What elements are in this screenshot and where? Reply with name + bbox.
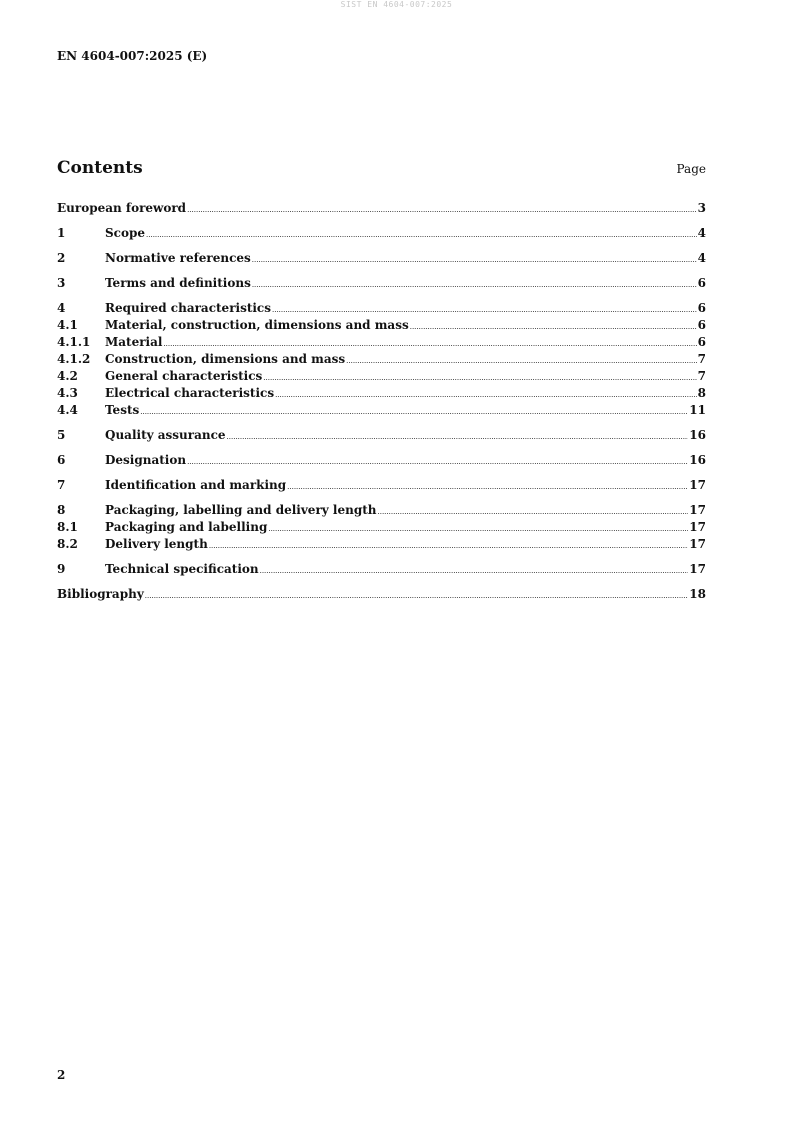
- toc-leader-dots: [187, 202, 697, 219]
- toc-entry[interactable]: [57, 385, 706, 402]
- toc-leader-dots: [187, 454, 688, 471]
- toc-entry-page: 7: [697, 369, 706, 383]
- toc-entry-title: Electrical characteristics: [105, 386, 275, 400]
- toc-leader-dots: [227, 429, 689, 446]
- toc-entry-page: 17: [689, 520, 706, 534]
- toc-leader-dots: [209, 538, 688, 555]
- watermark: SIST EN 4604-007:2025: [340, 0, 453, 9]
- toc-leader-dots: [287, 479, 688, 496]
- contents-heading: Contents: [57, 158, 143, 178]
- toc-entry-page: 6: [697, 276, 706, 290]
- page-number: 2: [57, 1068, 66, 1082]
- toc-entry-title: European foreword: [57, 201, 187, 215]
- toc-entry-number: 4.1.2: [57, 352, 91, 366]
- toc-entry-title: General characteristics: [105, 369, 263, 383]
- toc-entry-page: 18: [689, 587, 706, 601]
- toc-entry-page: 3: [697, 201, 706, 215]
- toc-entry-title: Bibliography: [57, 587, 144, 601]
- toc-entry[interactable]: [57, 561, 706, 578]
- toc-entry-title: Delivery length: [105, 537, 208, 551]
- toc-entry-number: 4.1: [57, 318, 78, 332]
- toc-entry-page: 6: [697, 335, 706, 349]
- toc-entry-page: 6: [697, 301, 706, 315]
- toc-entry-title: Packaging, labelling and delivery length: [105, 503, 377, 517]
- toc-entry-number: 3: [57, 276, 66, 290]
- toc-leader-dots: [378, 504, 689, 521]
- toc-entry[interactable]: [57, 250, 706, 267]
- toc-entry[interactable]: [57, 402, 706, 419]
- toc-entry[interactable]: [57, 275, 706, 292]
- toc-entry[interactable]: [57, 519, 706, 536]
- toc-leader-dots: [140, 404, 688, 421]
- toc-entry-number: 4.2: [57, 369, 78, 383]
- toc-entry[interactable]: [57, 502, 706, 519]
- toc-entry[interactable]: [57, 427, 706, 444]
- toc-entry-title: Technical specification: [105, 562, 259, 576]
- toc-leader-dots: [263, 370, 696, 387]
- toc-leader-dots: [145, 588, 689, 605]
- toc-entry-number: 4.1.1: [57, 335, 91, 349]
- toc-entry-title: Packaging and labelling: [105, 520, 268, 534]
- toc-entry-number: 4.4: [57, 403, 78, 417]
- document-id-header: EN 4604-007:2025 (E): [57, 49, 208, 63]
- toc-entry[interactable]: [57, 334, 706, 351]
- toc-leader-dots: [146, 227, 697, 244]
- toc-entry-title: Required characteristics: [105, 301, 271, 315]
- toc-entry-number: 7: [57, 478, 66, 492]
- toc-entry-title: Identification and marking: [105, 478, 287, 492]
- toc-entry-number: 1: [57, 226, 66, 240]
- toc-entry[interactable]: [57, 300, 706, 317]
- toc-entry-page: 17: [689, 562, 706, 576]
- toc-entry-page: 8: [697, 386, 706, 400]
- toc-entry-number: 4.3: [57, 386, 78, 400]
- toc-entry[interactable]: [57, 368, 706, 385]
- toc-entry-number: 5: [57, 428, 66, 442]
- toc-leader-dots: [252, 277, 697, 294]
- toc-entry-page: 17: [689, 503, 706, 517]
- toc-leader-dots: [260, 563, 689, 580]
- toc-entry-number: 2: [57, 251, 66, 265]
- toc-entry-title: Material, construction, dimensions and mass: [105, 318, 409, 332]
- toc-entry-page: 17: [689, 537, 706, 551]
- toc-entry-number: 8: [57, 503, 66, 517]
- toc-entry-number: 6: [57, 453, 66, 467]
- toc-entry-page: 7: [697, 352, 706, 366]
- toc-entry[interactable]: [57, 477, 706, 494]
- toc-entry[interactable]: [57, 225, 706, 242]
- toc-entry-page: 17: [689, 478, 706, 492]
- toc-entry[interactable]: [57, 452, 706, 469]
- toc-leader-dots: [252, 252, 697, 269]
- toc-entry-title: Designation: [105, 453, 187, 467]
- toc-entry-number: 4: [57, 301, 66, 315]
- toc-entry-page: 6: [697, 318, 706, 332]
- page-column-label: Page: [676, 162, 706, 176]
- toc-entry-title: Scope: [105, 226, 146, 240]
- toc-entry-title: Tests: [105, 403, 140, 417]
- toc-entry-page: 11: [689, 403, 706, 417]
- toc-leader-dots: [268, 521, 688, 538]
- toc-leader-dots: [346, 353, 696, 370]
- toc-entry-page: 4: [697, 251, 706, 265]
- toc-entry-title: Material: [105, 335, 163, 349]
- toc-entry-title: Quality assurance: [105, 428, 226, 442]
- toc-entry[interactable]: [57, 317, 706, 334]
- toc-entry-page: 16: [689, 428, 706, 442]
- toc-entry[interactable]: [57, 536, 706, 553]
- toc-leader-dots: [275, 387, 697, 404]
- toc-entry-number: 9: [57, 562, 66, 576]
- toc-entry-number: 8.1: [57, 520, 78, 534]
- toc-entry[interactable]: [57, 200, 706, 217]
- toc-entry[interactable]: [57, 586, 706, 603]
- toc-entry-number: 8.2: [57, 537, 78, 551]
- toc-entry-title: Normative references: [105, 251, 251, 265]
- table-of-contents: [57, 200, 706, 603]
- toc-entry-page: 16: [689, 453, 706, 467]
- toc-entry-page: 4: [697, 226, 706, 240]
- toc-entry-title: Construction, dimensions and mass: [105, 352, 346, 366]
- toc-leader-dots: [410, 319, 697, 336]
- toc-entry[interactable]: [57, 351, 706, 368]
- toc-entry-title: Terms and definitions: [105, 276, 251, 290]
